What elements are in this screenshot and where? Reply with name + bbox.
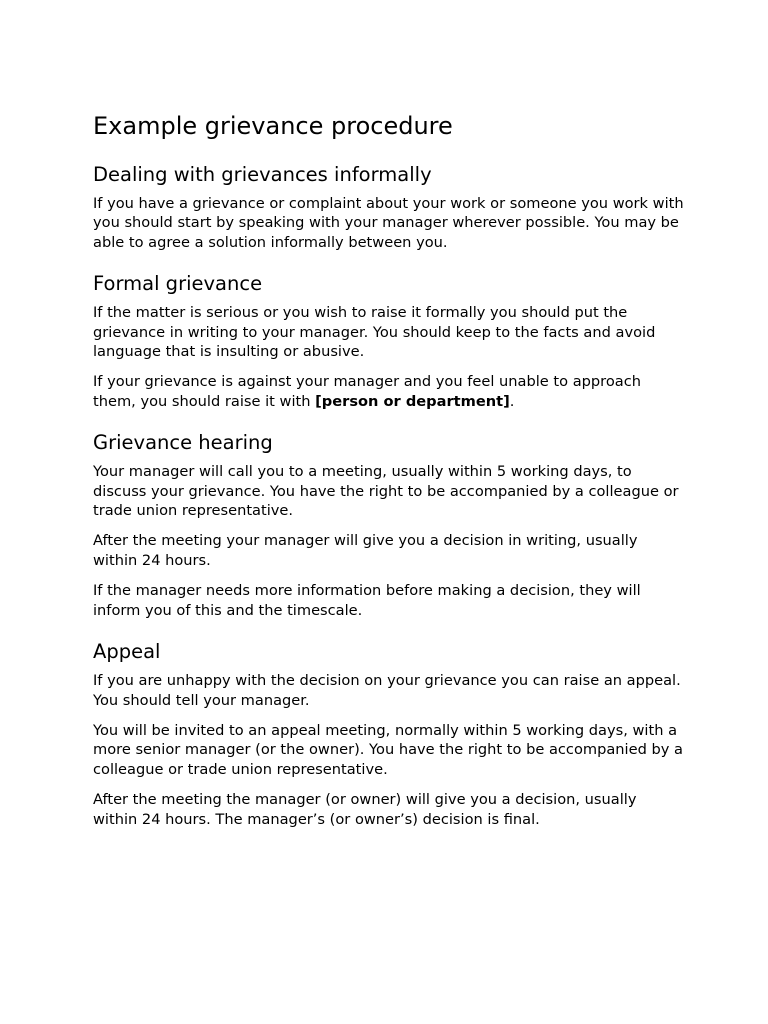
section-formal: [93, 271, 685, 411]
placeholder-person-or-department: [person or department]: [315, 392, 510, 410]
paragraph: If you have a grievance or complaint about your work or someone you work with you should start by speaking with your manager wherever possible. You may be able to agree a solution informally between you.: [93, 195, 684, 251]
paragraph: You will be invited to an appeal meeting, normally within 5 working days, with a more senior manager (or the owner). You have the right to be accompanied by a colleague or trade union representative.: [93, 721, 683, 778]
section-heading: Grievance hearing: [93, 431, 273, 455]
section-heading: Appeal: [93, 640, 161, 664]
section-heading: Dealing with grievances informally: [93, 163, 432, 186]
document-page: [93, 110, 685, 840]
section-hearing: [93, 430, 685, 620]
paragraph: If the manager needs more information before making a decision, they will inform you of this and the timescale.: [93, 582, 641, 619]
section-heading: Formal grievance: [93, 272, 263, 296]
paragraph-text: .: [509, 392, 515, 410]
paragraph: Your manager will call you to a meeting, usually within 5 working days, to discuss your grievance. You have the right to be accompanied by a colleague or trade union representative.: [93, 463, 679, 520]
paragraph: After the meeting the manager (or owner) will give you a decision, usually within 24 hours. The manager’s (or owner’s) decision is final.: [93, 791, 637, 828]
section-appeal: [93, 639, 685, 829]
paragraph-text: If your grievance is against your manager and you feel unable to approach them, you should raise it with: [93, 373, 641, 410]
document-title: Example grievance procedure: [93, 112, 453, 140]
paragraph: After the meeting your manager will give you a decision in writing, usually within 24 hours.: [93, 532, 638, 569]
paragraph: If the matter is serious or you wish to raise it formally you should put the grievance in writing to your manager. You should keep to the facts and avoid language that is insulting or abusive.: [93, 304, 656, 361]
paragraph: [93, 372, 685, 411]
section-informal: [93, 162, 685, 252]
paragraph: If you are unhappy with the decision on your grievance you can raise an appeal. You should tell your manager.: [93, 672, 681, 709]
